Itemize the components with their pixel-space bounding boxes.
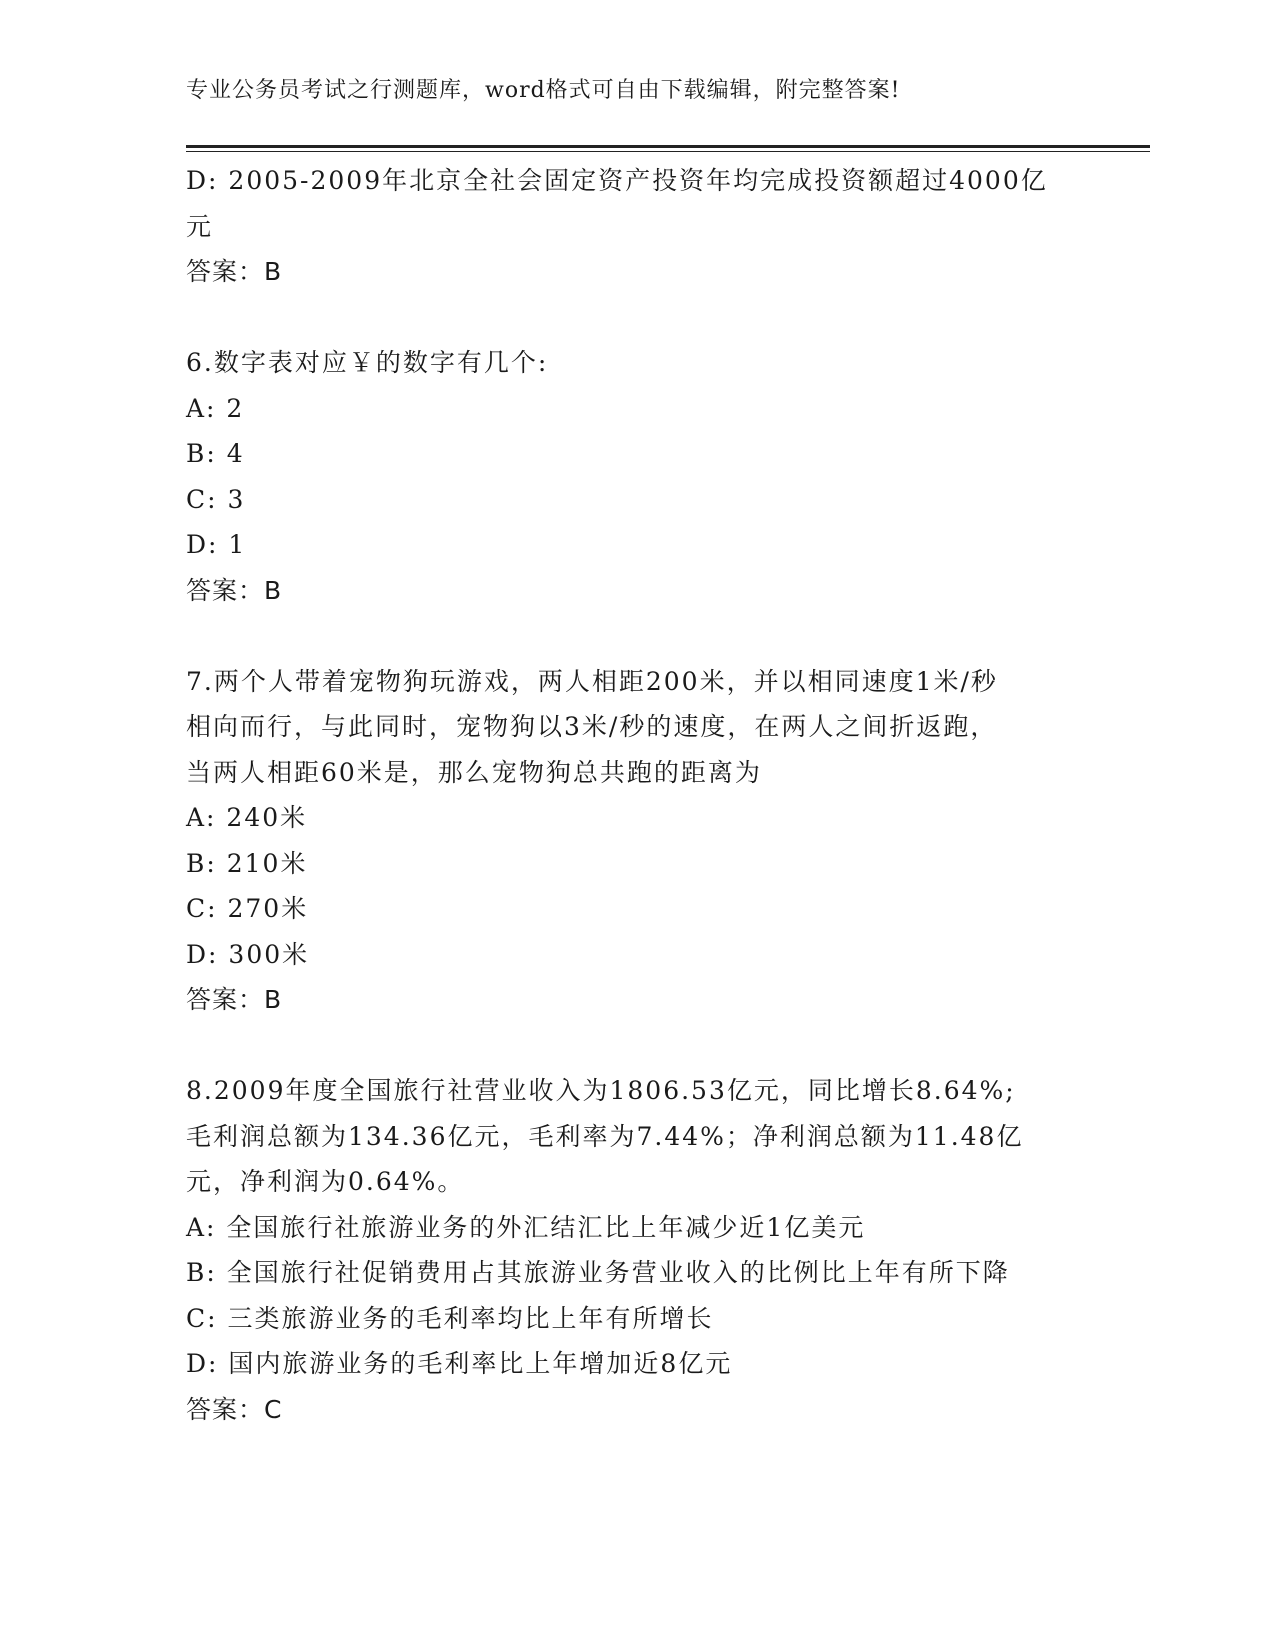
question-6: [186, 340, 1086, 613]
q6-answer: 答案：B: [186, 575, 283, 605]
question-5: [186, 158, 1086, 295]
spacer: [186, 1023, 1086, 1069]
q6-option-c: C: 3: [186, 484, 246, 514]
q6-option-b: B: 4: [186, 439, 245, 468]
question-7: [186, 659, 1086, 1023]
q8-stem-line3: 元，净利润为0.64%。: [186, 1167, 465, 1196]
q5-option-d-line2: 元: [186, 211, 214, 241]
question-8: [186, 1068, 1086, 1432]
q5-option-d-line1: D: 2005-2009年北京全社会固定资产投资年均完成投资额超过4000亿: [186, 166, 1048, 195]
question-content: [186, 158, 1086, 1432]
page-header: 专业公务员考试之行测题库，word格式可自由下载编辑，附完整答案!: [186, 78, 901, 103]
q7-stem-line1: 7.两个人带着宠物狗玩游戏，两人相距200米，并以相同速度1米/秒: [186, 666, 998, 696]
header-rule-thick: [186, 145, 1150, 148]
q7-stem-line3: 当两人相距60米是，那么宠物狗总共跑的距离为: [186, 757, 762, 787]
spacer: [186, 613, 1086, 659]
q7-option-a: A: 240米: [186, 803, 308, 832]
q8-stem-line2: 毛利润总额为134.36亿元，毛利率为7.44%；净利润总额为11.48亿: [186, 1121, 1024, 1151]
header-rule-thin: [186, 151, 1150, 152]
q6-option-a: A: 2: [186, 393, 245, 423]
q8-option-a: A: 全国旅行社旅游业务的外汇结汇比上年减少近1亿美元: [186, 1212, 866, 1242]
q8-option-b: B: 全国旅行社促销费用占其旅游业务营业收入的比例比上年有所下降: [186, 1258, 1010, 1287]
q5-answer: 答案：B: [186, 257, 283, 286]
q7-option-b: B: 210米: [186, 848, 308, 878]
q7-answer: 答案：B: [186, 985, 283, 1014]
q7-option-c: C: 270米: [186, 894, 309, 923]
q7-option-d: D: 300米: [186, 939, 310, 969]
q8-stem-line1: 8.2009年度全国旅行社营业收入为1806.53亿元，同比增长8.64%;: [186, 1076, 1016, 1105]
q8-option-d: D: 国内旅游业务的毛利率比上年增加近8亿元: [186, 1349, 733, 1378]
q8-answer: 答案：C: [186, 1394, 283, 1424]
spacer: [186, 295, 1086, 341]
q6-stem: 6.数字表对应￥的数字有几个:: [186, 348, 549, 377]
q7-stem-line2: 相向而行，与此同时，宠物狗以3米/秒的速度，在两人之间折返跑，: [186, 712, 998, 741]
q6-option-d: D: 1: [186, 530, 247, 559]
q8-option-c: C: 三类旅游业务的毛利率均比上年有所增长: [186, 1303, 714, 1333]
